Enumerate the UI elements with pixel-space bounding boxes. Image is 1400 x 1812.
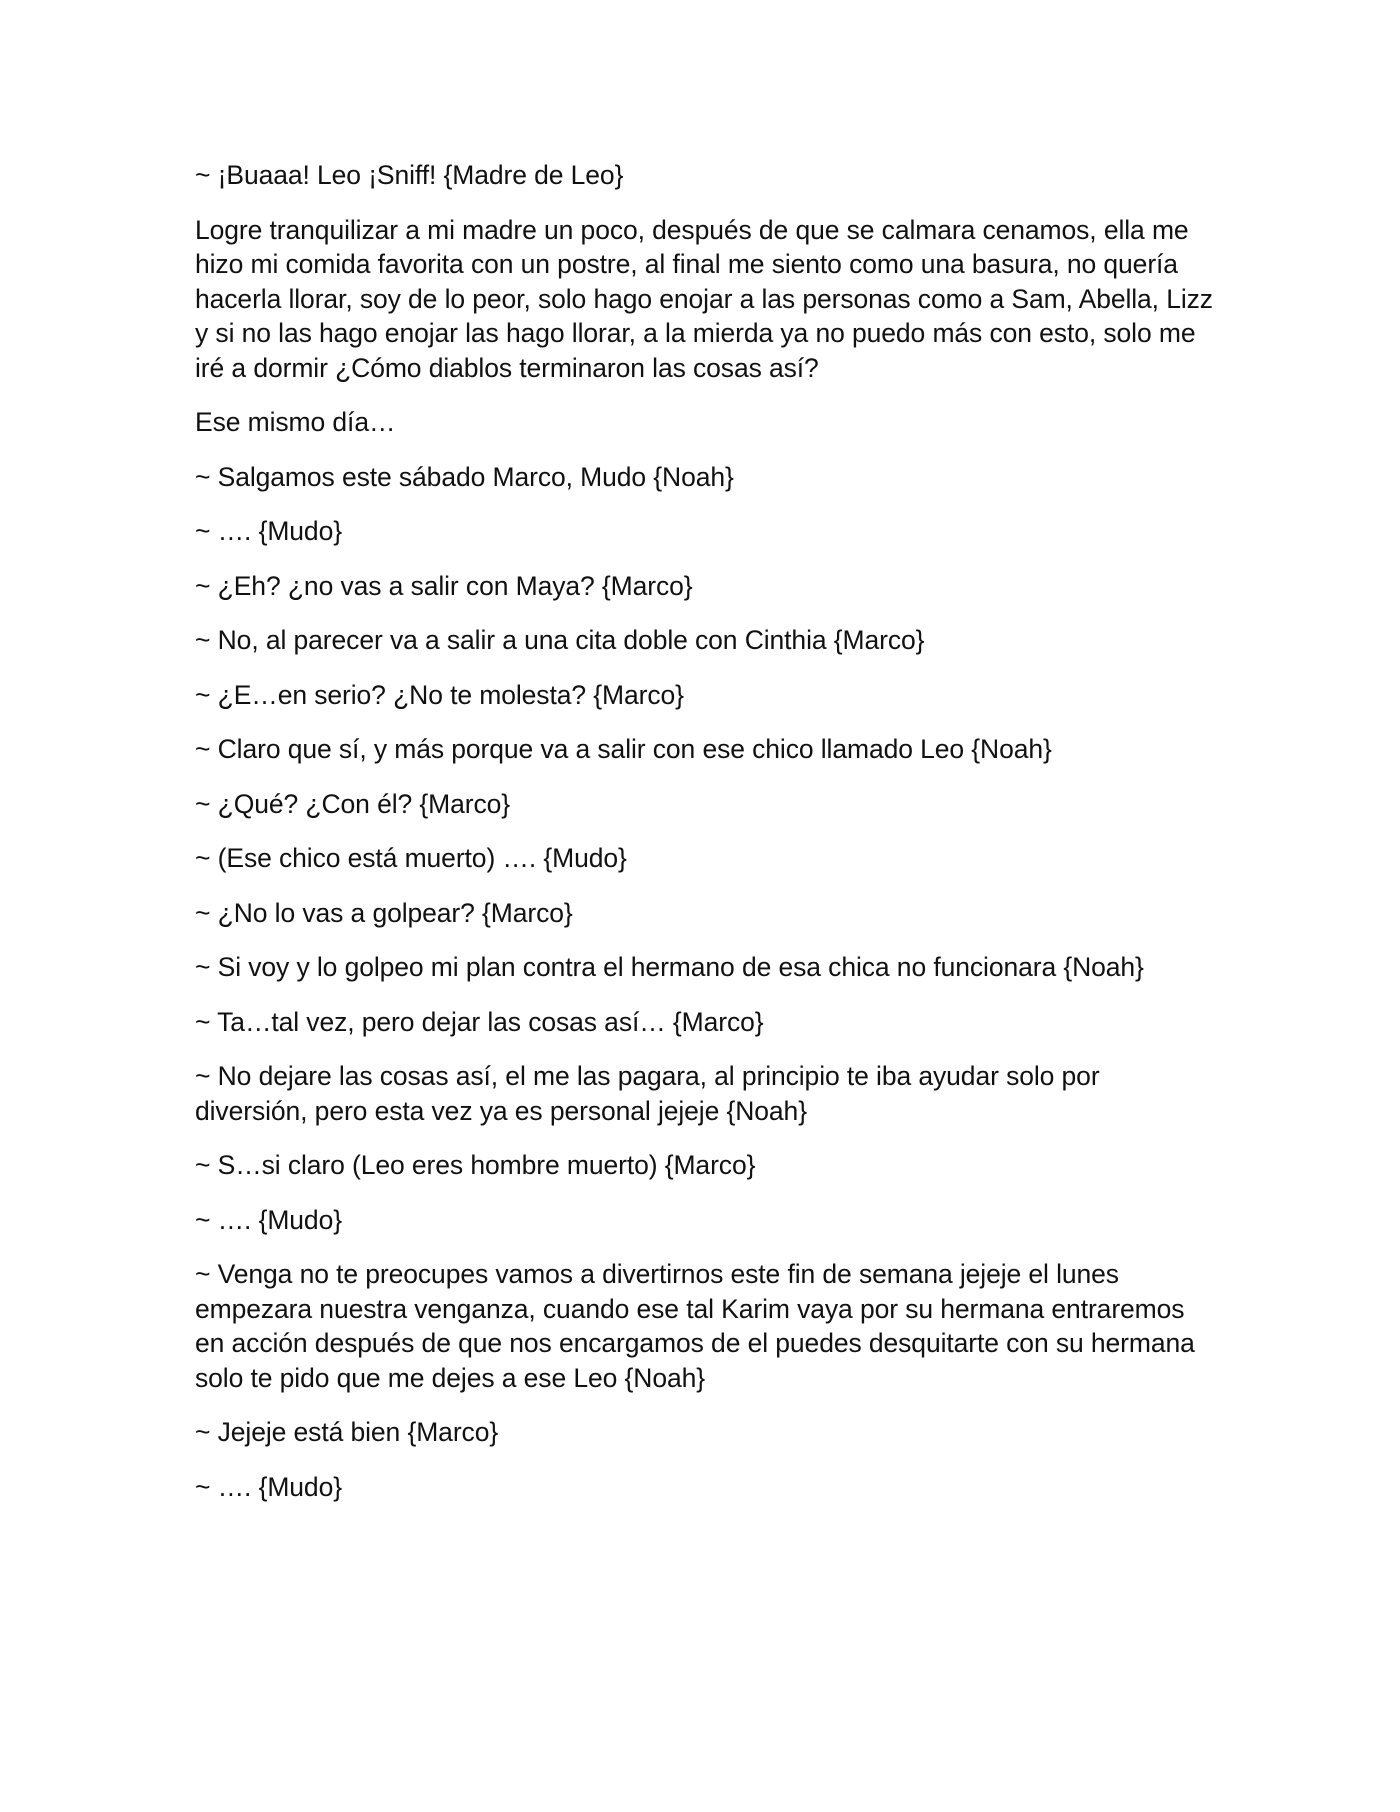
dialogue-line: ~ Jejeje está bien {Marco} [195, 1417, 499, 1447]
dialogue-line: ~ ¿E…en serio? ¿No te molesta? {Marco} [195, 679, 684, 710]
dialogue-line: ~ (Ese chico está muerto) …. {Mudo} [195, 843, 627, 873]
dialogue-line: ~ ¿Eh? ¿no vas a salir con Maya? {Marco} [195, 570, 693, 601]
dialogue-line: ~ Si voy y lo golpeo mi plan contra el hermano de esa chica no funcionara {Noah} [195, 952, 1144, 982]
dialogue-line: ~ Claro que sí, y más porque va a salir con ese chico llamado Leo {Noah} [195, 734, 1052, 764]
dialogue-line: ~ No, al parecer va a salir a una cita doble con Cinthia {Marco} [195, 625, 925, 655]
dialogue-line: ~ ¿Qué? ¿Con él? {Marco} [195, 788, 511, 819]
dialogue-line: ~ No dejare las cosas así, el me las pagara, al principio te iba ayudar solo por diversión, pero esta vez ya es personal jejeje {Noah} [195, 1061, 1100, 1126]
dialogue-line: ~ …. {Mudo} [195, 1204, 342, 1235]
dialogue-line: ~ Ta…tal vez, pero dejar las cosas así… {Marco} [195, 1006, 764, 1037]
dialogue-line: ~ …. {Mudo} [195, 516, 342, 546]
narration-paragraph: Logre tranquilizar a mi madre un poco, después de que se calmara cenamos, ella me hizo mi comida favorita con un postre, al final me siento como una basura, no quería hacerla llorar, soy de lo peor, solo hago enojar a las personas como a Sam, Abella, Lizz y si no las hago enojar las hago llorar, a la mierda ya no puedo más con esto, solo me iré a dormir ¿Cómo diablos terminaron las cosas así? [195, 214, 1213, 383]
dialogue-line: ~ Venga no te preocupes vamos a divertirnos este fin de semana jejeje el lunes empezara nuestra venganza, cuando ese tal Karim vaya por su hermana entraremos en acción después de que nos encargamos de el puedes desquitarte con su hermana solo te pido que me dejes a ese Leo {Noah} [195, 1259, 1195, 1393]
dialogue-line: ~ ¡Buaaa! Leo ¡Sniff! {Madre de Leo} [195, 160, 624, 190]
dialogue-line: ~ S…si claro (Leo eres hombre muerto) {Marco} [195, 1150, 756, 1180]
dialogue-line: ~ …. {Mudo} [195, 1471, 342, 1502]
dialogue-line: ~ Salgamos este sábado Marco, Mudo {Noah} [195, 461, 734, 492]
scene-transition: Ese mismo día… [195, 407, 396, 437]
dialogue-line: ~ ¿No lo vas a golpear? {Marco} [195, 897, 573, 928]
document-body [195, 158, 1215, 1524]
